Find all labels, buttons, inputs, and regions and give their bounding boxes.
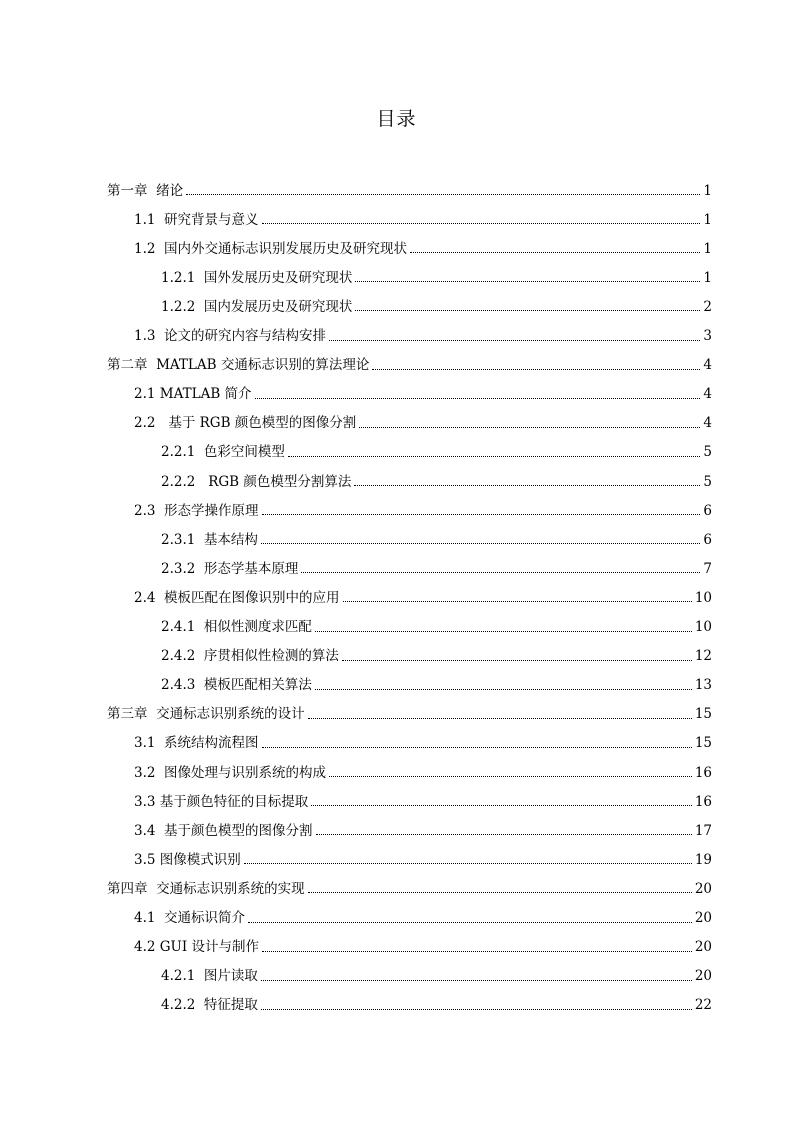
toc-entry-label: 2.4 模板匹配在图像识别中的应用 xyxy=(134,589,340,606)
toc-entry[interactable] xyxy=(161,461,712,489)
toc-page-number: 17 xyxy=(694,822,712,839)
dot-leader xyxy=(359,427,700,428)
toc-page-number: 16 xyxy=(694,793,712,810)
toc-entry[interactable] xyxy=(134,199,712,227)
dot-leader xyxy=(329,340,700,341)
toc-page-number: 5 xyxy=(703,444,712,461)
toc-page-number: 4 xyxy=(703,386,712,403)
dot-leader xyxy=(342,660,692,661)
dot-leader xyxy=(329,776,692,777)
toc-entry-label: 2.1 MATLAB 简介 xyxy=(134,386,252,403)
toc-entry-label: 第二章 MATLAB 交通标志识别的算法理论 xyxy=(107,357,370,374)
toc-page-number: 6 xyxy=(703,502,712,519)
toc-entry[interactable] xyxy=(134,577,712,605)
toc-page-number: 4 xyxy=(703,415,712,432)
toc-page-number: 20 xyxy=(694,880,712,897)
toc-entry[interactable] xyxy=(161,286,712,314)
dot-leader xyxy=(354,485,700,486)
toc-entry-label: 2.3.2 形态学基本原理 xyxy=(161,560,299,577)
toc-page-number: 5 xyxy=(703,473,712,490)
dot-leader xyxy=(261,543,700,544)
toc-page-number: 3 xyxy=(703,328,712,344)
toc-entry-label: 3.1 系统结构流程图 xyxy=(134,735,259,752)
dot-leader xyxy=(262,223,701,224)
toc-entry-label: 1.2.2 国内发展历史及研究现状 xyxy=(161,298,353,315)
toc-page-number: 15 xyxy=(694,735,712,752)
toc-page-number: 20 xyxy=(694,910,712,926)
dot-leader xyxy=(316,834,692,835)
toc-entry-label: 第四章 交通标志识别系统的实现 xyxy=(107,880,305,897)
toc-entry[interactable] xyxy=(161,519,712,547)
toc-page-number: 10 xyxy=(694,589,712,606)
toc-entry-label: 4.1 交通标识简介 xyxy=(134,910,246,926)
dot-leader xyxy=(262,747,692,748)
toc-entry[interactable] xyxy=(134,781,712,809)
toc-page-number: 16 xyxy=(694,764,712,781)
toc-page-number: 1 xyxy=(703,269,712,286)
toc-entry-label: 2.4.1 相似性测度求匹配 xyxy=(161,619,312,635)
toc-entry-label: 2.3 形态学操作原理 xyxy=(134,502,259,519)
toc-entry[interactable] xyxy=(161,607,712,635)
toc-entry-label: 2.4.3 模板匹配相关算法 xyxy=(161,677,312,694)
toc-entry[interactable] xyxy=(107,345,712,373)
toc-page-number: 6 xyxy=(703,531,712,548)
toc-page-number: 22 xyxy=(694,997,712,1014)
toc-page-number: 7 xyxy=(703,560,712,577)
toc-entry-label: 1.2 国内外交通标志识别发展历史及研究现状 xyxy=(134,240,408,257)
dot-leader xyxy=(410,252,700,253)
toc-title: 目录 xyxy=(376,108,417,130)
toc-entry[interactable] xyxy=(134,403,712,431)
toc-page-number: 15 xyxy=(694,706,712,723)
toc-entry-label: 第三章 交通标志识别系统的设计 xyxy=(107,706,305,723)
toc-entry-label: 第一章 绪论 xyxy=(107,182,184,199)
toc-entry-label: 4.2.2 特征提取 xyxy=(161,997,258,1014)
toc-entry-label: 2.2.2 RGB 颜色模型分割算法 xyxy=(161,473,352,490)
dot-leader xyxy=(308,718,692,719)
toc-entry[interactable] xyxy=(107,868,712,896)
toc-entry[interactable] xyxy=(134,374,712,402)
toc-entry[interactable] xyxy=(134,228,712,256)
dot-leader xyxy=(355,310,700,311)
toc-entry[interactable] xyxy=(134,839,712,867)
toc-entry[interactable] xyxy=(161,432,712,460)
dot-leader xyxy=(261,980,692,981)
toc-entry-label: 2.2.1 色彩空间模型 xyxy=(161,444,285,461)
toc-entry-label: 4.2 GUI 设计与制作 xyxy=(134,939,260,956)
toc-entry-label: 2.2 基于 RGB 颜色模型的图像分割 xyxy=(134,415,357,432)
dot-leader xyxy=(301,572,700,573)
toc-entry[interactable] xyxy=(161,257,712,285)
toc-page-number: 10 xyxy=(694,619,712,635)
dot-leader xyxy=(308,892,692,893)
dot-leader xyxy=(262,514,701,515)
toc-page-number: 1 xyxy=(703,240,712,257)
dot-leader xyxy=(244,863,692,864)
dot-leader xyxy=(343,601,692,602)
toc-entry-label: 3.3 基于颜色特征的目标提取 xyxy=(134,793,309,810)
toc-entry[interactable] xyxy=(161,636,712,664)
toc-entry[interactable] xyxy=(107,694,712,722)
toc-entry-label: 3.4 基于颜色模型的图像分割 xyxy=(134,822,313,839)
toc-page-number: 1 xyxy=(703,182,712,199)
toc-entry[interactable] xyxy=(134,723,712,751)
toc-entry[interactable] xyxy=(161,548,712,576)
dot-leader xyxy=(248,922,692,923)
toc-entry[interactable] xyxy=(134,927,712,955)
toc-entry[interactable] xyxy=(161,665,712,693)
toc-page-number: 19 xyxy=(694,851,712,868)
toc-entry[interactable] xyxy=(134,752,712,780)
toc-entry[interactable] xyxy=(134,316,712,344)
dot-leader xyxy=(315,631,692,632)
toc-entry-label: 1.2.1 国外发展历史及研究现状 xyxy=(161,269,353,286)
toc-entry-label: 2.4.2 序贯相似性检测的算法 xyxy=(161,648,339,665)
dot-leader xyxy=(262,951,692,952)
dot-leader xyxy=(372,369,700,370)
toc-entry[interactable] xyxy=(161,985,712,1013)
toc-page-number: 20 xyxy=(694,968,712,985)
toc-page-number: 20 xyxy=(694,939,712,956)
toc-page-number: 1 xyxy=(703,211,712,228)
toc-entry-label: 1.3 论文的研究内容与结构安排 xyxy=(134,328,327,344)
dot-leader xyxy=(311,805,692,806)
toc-entry-label: 3.5 图像模式识别 xyxy=(134,851,241,868)
toc-page-number: 12 xyxy=(694,648,712,665)
toc-entry[interactable] xyxy=(107,170,712,198)
toc-entry-label: 1.1 研究背景与意义 xyxy=(134,211,259,228)
toc-page-number: 2 xyxy=(703,298,712,315)
toc-page-number: 13 xyxy=(694,677,712,694)
dot-leader xyxy=(255,398,701,399)
toc-entry-label: 3.2 图像处理与识别系统的构成 xyxy=(134,764,327,781)
toc-entry-label: 4.2.1 图片读取 xyxy=(161,968,258,985)
dot-leader xyxy=(261,1009,692,1010)
dot-leader xyxy=(315,689,692,690)
toc-entry[interactable] xyxy=(134,810,712,838)
dot-leader xyxy=(186,194,700,195)
toc-entry[interactable] xyxy=(161,956,712,984)
dot-leader xyxy=(355,281,700,282)
toc-entry[interactable] xyxy=(134,490,712,518)
toc-entry[interactable] xyxy=(134,898,712,926)
dot-leader xyxy=(288,456,700,457)
toc-page-number: 4 xyxy=(703,357,712,374)
toc-entry-label: 2.3.1 基本结构 xyxy=(161,531,258,548)
